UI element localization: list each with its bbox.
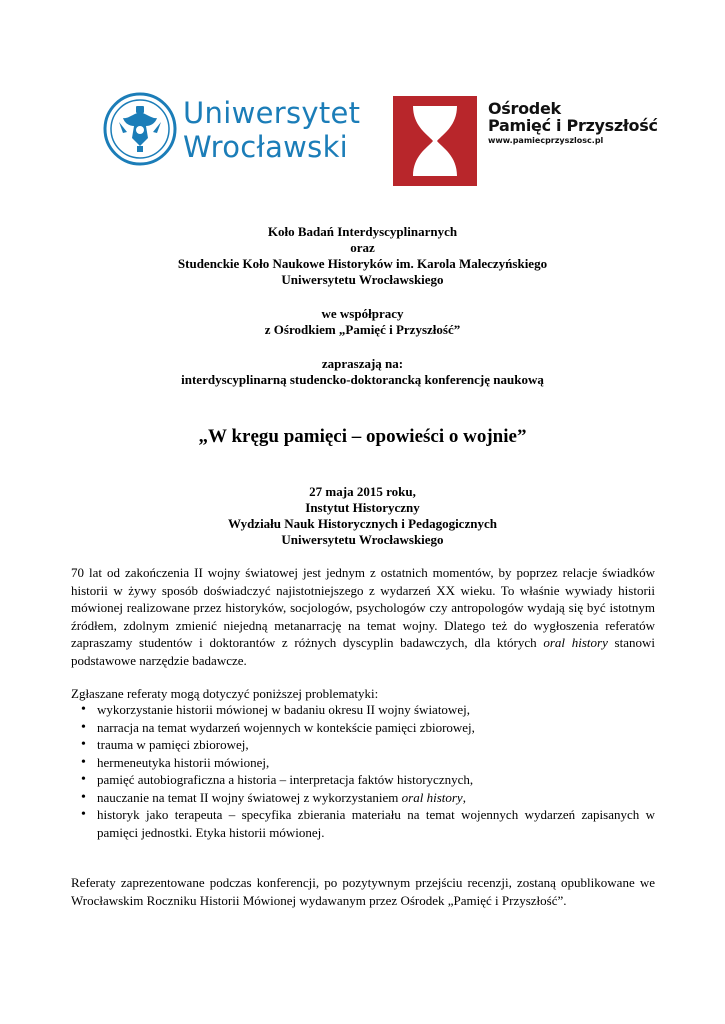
cooperation-line2: z Ośrodkiem „Pamięć i Przyszłość”: [264, 322, 461, 337]
centre-name: [488, 100, 658, 145]
list-item: [83, 789, 655, 807]
list-item-text: nauczanie na temat II wojny światowej z wykorzystaniem: [97, 789, 402, 805]
invitation-block: [0, 356, 725, 388]
centre-url: www.pamiecprzyszlosc.pl: [488, 136, 604, 145]
list-item-emphasis: oral history: [401, 789, 463, 805]
invitation-line1: zapraszają na:: [321, 356, 404, 371]
event-date: 27 maja 2015 roku,: [309, 484, 416, 499]
intro-paragraph: [71, 564, 655, 669]
university-name: [183, 96, 360, 164]
topics-list: [71, 701, 655, 841]
list-item: [83, 771, 655, 789]
university-emblem-icon: [103, 92, 177, 166]
intro-text-2: stanowi podstawowe narzędzie badawcze.: [71, 635, 655, 668]
list-item-text: hermeneutyka historii mówionej,: [97, 754, 270, 770]
university-logo: [103, 92, 361, 168]
list-item: [83, 806, 655, 841]
organizer-2-university: Uniwersytetu Wrocławskiego: [281, 272, 444, 287]
invitation-line2: interdyscyplinarną studencko-doktorancką konferencję naukową: [181, 372, 544, 387]
centre-logo: [393, 96, 658, 186]
intro-text-1: 70 lat od zakończenia II wojny światowej jest jednym z ostatnich momentów, by poprzez relacje świadków historii w żywy sposób doświadczyć najistotniejszego z wydarzeń XX wieku. To właśnie wywiady historii mówionej realizowane przez historyków, socjologów, psychologów czy antropologów wydają się być istotnym źródłem, zdolnym zmienić niejedną metanarrację na temat wojny. Dlatego też do wygłoszenia referatów zapraszamy studentów i doktorantów z różnych dyscyplin badawczych, dla których: [71, 565, 655, 650]
organizer-2: Studenckie Koło Naukowe Historyków im. Karola Maleczyńskiego: [177, 256, 548, 271]
list-item-text: trauma w pamięci zbiorowej,: [97, 737, 249, 752]
centre-name-line2: Pamięć i Przyszłość: [488, 116, 658, 135]
centre-name-line1: Ośrodek: [488, 99, 561, 118]
list-item-text: pamięć autobiograficzna a historia – interpretacja faktów historycznych,: [97, 772, 474, 787]
organizer-1: Koło Badań Interdyscyplinarnych: [267, 224, 458, 239]
list-item-text-end: ,: [462, 789, 466, 805]
event-place-1: Instytut Historyczny: [305, 500, 420, 515]
closing-paragraph: Referaty zaprezentowane podczas konferencji, po pozytywnym przejściu recenzji, zostaną opublikowane we Wrocławskim Roczniku Historii Mówionej wydawanym przez Ośrodek „Pamięć i Przyszłość”.: [71, 875, 655, 908]
event-place-2: Wydziału Nauk Historycznych i Pedagogicznych: [228, 516, 497, 531]
cooperation-line1: we współpracy: [321, 306, 404, 321]
list-item: [83, 719, 655, 737]
list-item: [83, 754, 655, 772]
topics-intro: Zgłaszane referaty mogą dotyczyć poniższej problematyki:: [71, 686, 379, 701]
organizer-conjunction: oraz: [350, 240, 375, 255]
hourglass-icon: [393, 96, 477, 186]
list-item-text: wykorzystanie historii mówionej w badaniu okresu II wojny światowej,: [97, 702, 470, 717]
cooperation-block: [0, 306, 725, 338]
list-item-text: historyk jako terapeuta – specyfika zbierania materiału na temat wojennych wydarzeń zapisanych w pamięci jednostki. Etyka historii mówionej.: [97, 807, 655, 840]
intro-emphasis: oral history: [543, 635, 608, 650]
event-details: [0, 484, 725, 548]
organizers-block: [0, 224, 725, 288]
conference-title: „W kręgu pamięci – opowieści o wojnie”: [198, 426, 527, 447]
event-place-3: Uniwersytetu Wrocławskiego: [281, 532, 444, 547]
list-item-text: narracja na temat wydarzeń wojennych w kontekście pamięci zbiorowej,: [97, 719, 475, 735]
list-item: [83, 736, 655, 754]
university-name-line1: Uniwersytet: [183, 96, 361, 130]
list-item: [83, 701, 655, 719]
university-name-line2: Wrocławski: [183, 130, 349, 164]
